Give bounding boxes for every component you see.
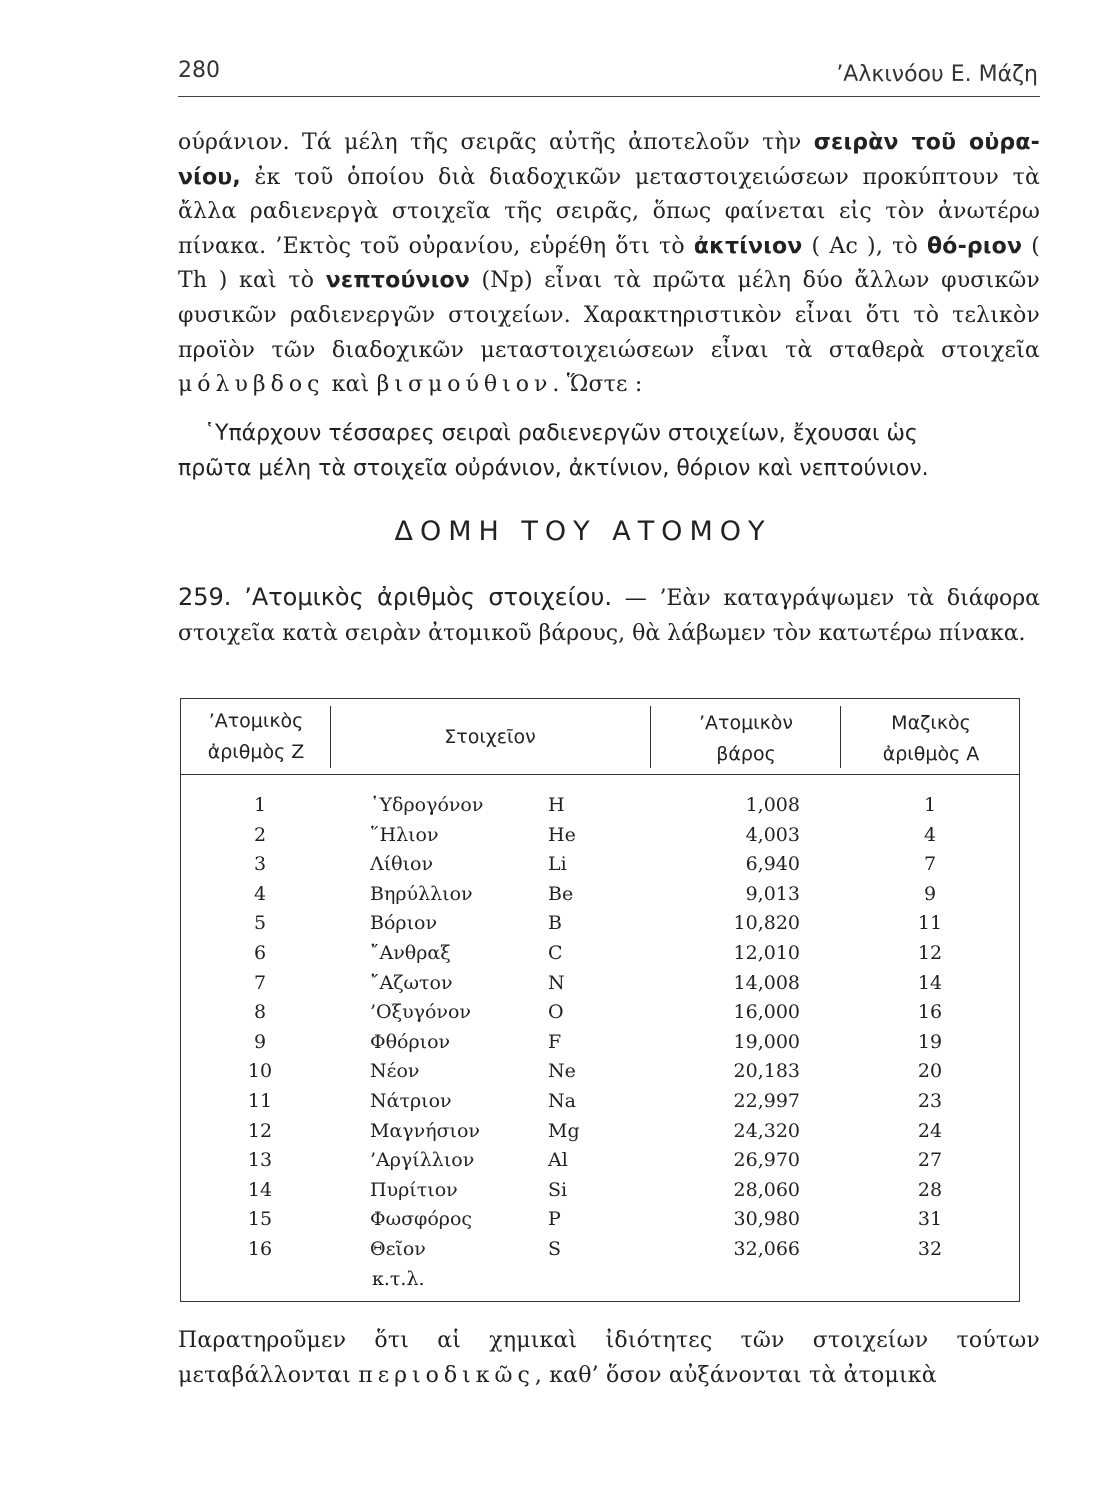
cell-z: 13 <box>247 1149 273 1172</box>
term-thorium: θό-ριον <box>926 233 1023 259</box>
cell-name: Μαγνήσιον <box>370 1119 480 1142</box>
cell-name: ῞Ηλιον <box>370 823 439 846</box>
term-neptunium: νεπτούνιον <box>325 268 470 294</box>
header-z-line-1: ’Ατομικὸς <box>208 710 304 732</box>
cell-name: Βηρύλλιον <box>370 882 473 905</box>
header-weight-line-2: βάρος <box>716 743 776 765</box>
cell-mass: 12 <box>917 942 943 964</box>
cell-symbol: Si <box>548 1178 568 1201</box>
section-number: 259. <box>178 583 232 611</box>
column-divider <box>840 706 841 768</box>
header-element: Στοιχεῖον <box>444 726 536 748</box>
spaced-periodically: περιοδικῶς <box>358 1362 535 1388</box>
cell-symbol: O <box>548 1001 564 1024</box>
cell-mass: 9 <box>923 882 937 905</box>
intro-text-6: καὶ <box>324 372 377 398</box>
running-title: ’Αλκινόου Ε. Μάζη <box>836 62 1038 87</box>
cell-mass: 23 <box>917 1090 943 1112</box>
cell-name: Θεῖον <box>370 1238 426 1260</box>
cell-symbol: H <box>548 794 565 816</box>
cell-weight: 10,820 <box>733 912 800 935</box>
header-z-line-2: ἀριθμὸς Ζ <box>207 741 305 763</box>
cell-z: 12 <box>247 1119 273 1142</box>
closing-text-2: , καθ’ ὅσον αὐξάνονται τὰ ἀτομικὰ <box>534 1362 937 1388</box>
cell-z: 11 <box>247 1090 273 1112</box>
section-title: ’Ατομικὸς ἀριθμὸς στοιχείου. <box>244 583 612 611</box>
column-divider <box>650 706 651 768</box>
cell-weight: 22,997 <box>733 1090 800 1112</box>
conclusion-line-1: ῾Υπάρχουν τέσσαρες σειραὶ ραδιενεργῶν στοιχείων, ἔχουσαι ὡς <box>204 421 918 446</box>
term-uranium-series: σειρὰν τοῦ οὐρα-νίου, <box>178 130 1040 190</box>
cell-weight: 9,013 <box>745 882 800 905</box>
conclusion-paragraph <box>178 416 1040 486</box>
cell-mass: 11 <box>917 912 943 935</box>
header-rule <box>178 96 1040 97</box>
atomic-table <box>180 698 1020 1302</box>
cell-symbol: Ne <box>548 1060 576 1083</box>
cell-z: 9 <box>253 1030 267 1053</box>
cell-z: 7 <box>253 971 267 994</box>
cell-z: 10 <box>247 1060 273 1083</box>
intro-text-3: ( Ac ), τὸ <box>802 233 927 259</box>
cell-symbol: F <box>548 1030 562 1053</box>
cell-weight: 12,010 <box>733 942 800 964</box>
intro-paragraph <box>178 126 1040 403</box>
cell-mass: 16 <box>917 1001 943 1024</box>
closing-text-1: Παρατηροῦμεν ὅτι αἱ χημικαὶ ἰδιότητες τῶν στοιχείων τούτων μεταβάλλονται <box>178 1328 1040 1388</box>
cell-z: 3 <box>253 853 267 876</box>
cell-weight: 24,320 <box>733 1119 800 1142</box>
cell-symbol: S <box>548 1238 562 1260</box>
intro-text-7: . Ὥστε : <box>552 372 643 398</box>
cell-z: 1 <box>253 794 267 816</box>
cell-symbol: C <box>548 942 563 964</box>
page-number: 280 <box>178 58 220 83</box>
cell-symbol: Be <box>548 882 574 905</box>
closing-paragraph <box>178 1324 1040 1393</box>
section-heading: ΔΟΜΗ ΤΟΥ ΑΤΟΜΟΥ <box>394 516 772 547</box>
term-actinium: ἀκτίνιον <box>693 233 803 259</box>
cell-weight: 30,980 <box>733 1208 800 1231</box>
spaced-bismuth: βισμούθιον <box>376 372 553 398</box>
intro-text-4: ( Th ) καὶ τὸ <box>178 233 1040 294</box>
cell-weight: 6,940 <box>745 853 800 876</box>
cell-mass: 19 <box>917 1030 943 1053</box>
cell-symbol: Al <box>548 1149 568 1172</box>
spaced-lead: μόλυβδος <box>178 372 325 398</box>
cell-z: 8 <box>253 1001 267 1024</box>
cell-name: Νέον <box>370 1060 420 1083</box>
cell-name: Νάτριον <box>370 1090 452 1112</box>
cell-name: ’Αργίλλιον <box>370 1149 475 1172</box>
cell-weight: 1,008 <box>745 794 800 816</box>
cell-weight: 26,970 <box>733 1149 800 1172</box>
cell-symbol: N <box>548 971 565 994</box>
cell-z: 2 <box>253 823 267 846</box>
cell-z: 6 <box>253 942 267 964</box>
header-atomic-weight <box>656 708 836 770</box>
header-atomic-number <box>188 706 324 768</box>
section-259 <box>178 580 1040 651</box>
cell-mass: 20 <box>917 1060 943 1083</box>
intro-text-2: ἐκ τοῦ ὁποίου διὰ διαδοχικῶν μεταστοιχειώσεων προκύπτουν τὰ ἄλλα ραδιενεργὰ στοιχεῖα τῆς σειρᾶς, ὅπως φαίνεται εἰς τὸν ἀνωτέρω πίνακα. ’Εκτὸς τοῦ οὐρανίου, εὑρέθη ὅτι τὸ <box>178 164 1040 259</box>
cell-weight: 20,183 <box>733 1060 800 1083</box>
cell-z: 5 <box>253 912 267 935</box>
cell-mass: 14 <box>917 971 943 994</box>
cell-symbol: Li <box>548 853 567 876</box>
column-divider <box>330 706 331 768</box>
table-header-rule <box>180 774 1020 775</box>
cell-symbol: P <box>548 1208 561 1231</box>
cell-symbol: He <box>548 823 576 846</box>
intro-text-5: (Np) εἶναι τὰ πρῶτα μέλη δύο ἄλλων φυσικῶν φυσικῶν ραδιενεργῶν στοιχείων. Χαρακτηριστικὸν εἶναι ὅτι τὸ τελικὸν προϊὸν τῶν διαδοχικῶν μεταστοιχειώσεων εἶναι τὰ σταθερὰ στοιχεῖα <box>178 268 1040 363</box>
cell-weight: 4,003 <box>745 823 800 846</box>
header-weight-line-1: ’Ατομικὸν <box>698 712 794 734</box>
cell-symbol: B <box>548 912 562 935</box>
cell-name: ῾Υδρογόνον <box>370 794 484 816</box>
page-header <box>178 58 1038 98</box>
cell-name: ῎Αζωτον <box>370 971 453 994</box>
cell-symbol: Na <box>548 1090 576 1112</box>
cell-name: ’Οξυγόνον <box>370 1001 471 1024</box>
cell-mass: 7 <box>923 853 937 876</box>
cell-z: 4 <box>253 882 267 905</box>
cell-mass: 1 <box>923 794 937 816</box>
conclusion-line-2: πρῶτα μέλη τὰ στοιχεῖα οὐράνιον, ἀκτίνιον, θόριον καὶ νεπτούνιον. <box>178 456 929 481</box>
header-mass-number <box>848 708 1014 770</box>
intro-text-1: ούράνιον. Τά μέλη τῆς σειρᾶς αὐτῆς ἀποτελοῦν τὴν <box>178 130 814 155</box>
cell-name: Φθόριον <box>370 1030 451 1053</box>
cell-mass: 27 <box>917 1149 943 1172</box>
cell-z: 16 <box>247 1238 273 1260</box>
cell-symbol: Mg <box>548 1119 580 1142</box>
cell-mass: 24 <box>917 1119 943 1142</box>
cell-weight: 14,008 <box>733 971 800 994</box>
cell-name: Λίθιον <box>370 853 434 876</box>
header-mass-line-1: Μαζικὸς <box>891 712 971 734</box>
etc-note: κ.τ.λ. <box>372 1268 425 1290</box>
cell-name: Βόριον <box>370 912 438 935</box>
cell-mass: 31 <box>917 1208 943 1231</box>
cell-name: Πυρίτιον <box>370 1178 458 1201</box>
cell-weight: 28,060 <box>733 1178 800 1201</box>
cell-mass: 32 <box>917 1238 943 1260</box>
cell-z: 15 <box>247 1208 273 1231</box>
cell-mass: 4 <box>923 823 937 846</box>
header-mass-line-2: ἀριθμὸς Α <box>882 743 980 765</box>
cell-name: ῎Ανθραξ <box>370 942 451 964</box>
cell-z: 14 <box>247 1178 273 1201</box>
cell-weight: 19,000 <box>733 1030 800 1053</box>
cell-weight: 16,000 <box>733 1001 800 1024</box>
cell-weight: 32,066 <box>733 1238 800 1260</box>
section-body: — ’Εὰν καταγράψωμεν τὰ διάφορα στοιχεῖα κατὰ σειρὰν ἀτομικοῦ βάρους, θὰ λάβωμεν τὸν κατωτέρω πίνακα. <box>178 586 1040 646</box>
cell-mass: 28 <box>917 1178 943 1201</box>
cell-name: Φωσφόρος <box>370 1208 473 1231</box>
